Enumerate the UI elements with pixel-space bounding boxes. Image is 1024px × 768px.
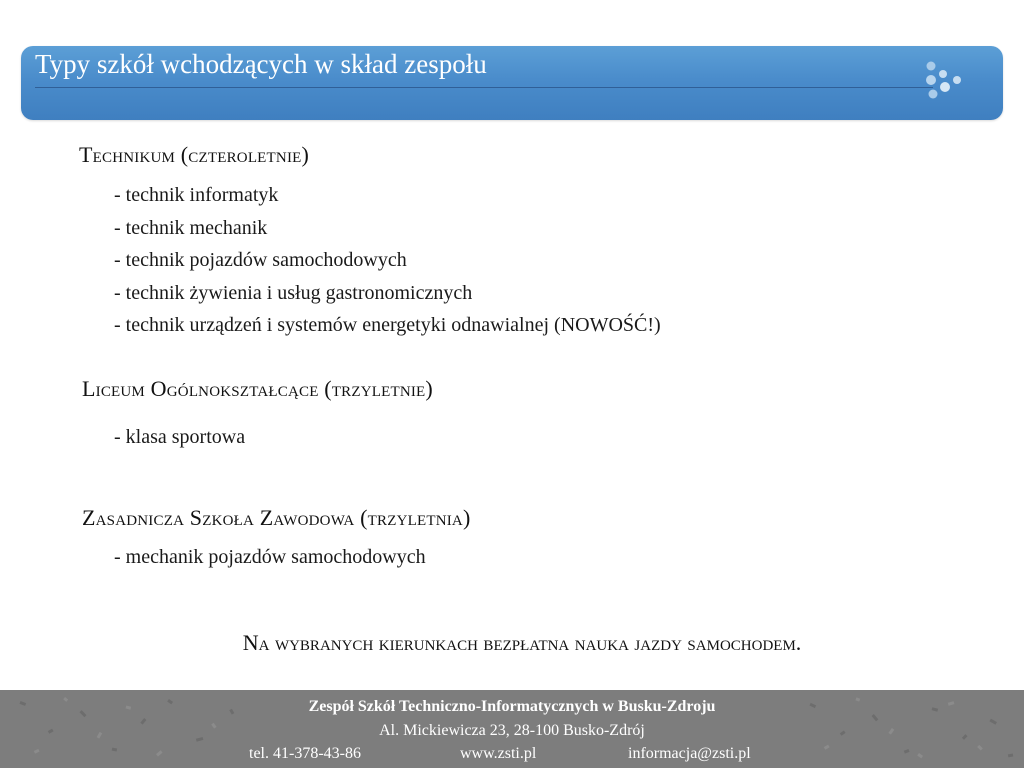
list-item: - technik mechanik: [114, 216, 268, 239]
footer-email[interactable]: informacja@zsti.pl: [628, 745, 751, 762]
technikum-list: [114, 179, 661, 342]
driving-course-note: Na wybranych kierunkach bezpłatna nauka jazdy samochodem.: [242, 630, 802, 655]
title-divider: [35, 87, 933, 88]
footer-address: Al. Mickiewicza 23, 28-100 Busko-Zdrój: [379, 722, 645, 739]
title-banner: [21, 46, 1003, 120]
footer-phone: tel. 41-378-43-86: [249, 745, 361, 762]
section-heading-technikum: Technikum (czteroletnie): [79, 142, 310, 167]
footer: [0, 690, 1024, 768]
list-item: - technik żywienia i usług gastronomicznych: [114, 281, 473, 304]
list-item: - technik pojazdów samochodowych: [114, 249, 407, 271]
section-heading-zasadnicza: Zasadnicza Szkoła Zawodowa (trzyletnia): [82, 505, 471, 530]
footer-school-name: Zespół Szkół Techniczno-Informatycznych w Busku-Zdroju: [308, 698, 716, 715]
section-heading-liceum: Liceum Ogólnokształcące (trzyletnie): [82, 376, 433, 401]
slide-title: Typy szkół wchodzących w skład zespołu: [35, 49, 487, 79]
liceum-list: [114, 421, 245, 454]
footer-website[interactable]: www.zsti.pl: [460, 745, 537, 762]
list-item: - mechanik pojazdów samochodowych: [114, 546, 426, 568]
dots-decoration-icon: [923, 60, 967, 106]
list-item: - klasa sportowa: [114, 426, 246, 448]
list-item: - technik informatyk: [114, 184, 279, 206]
zasadnicza-list: [114, 541, 426, 574]
list-item: - technik urządzeń i systemów energetyki odnawialnej (NOWOŚĆ!): [114, 314, 661, 336]
